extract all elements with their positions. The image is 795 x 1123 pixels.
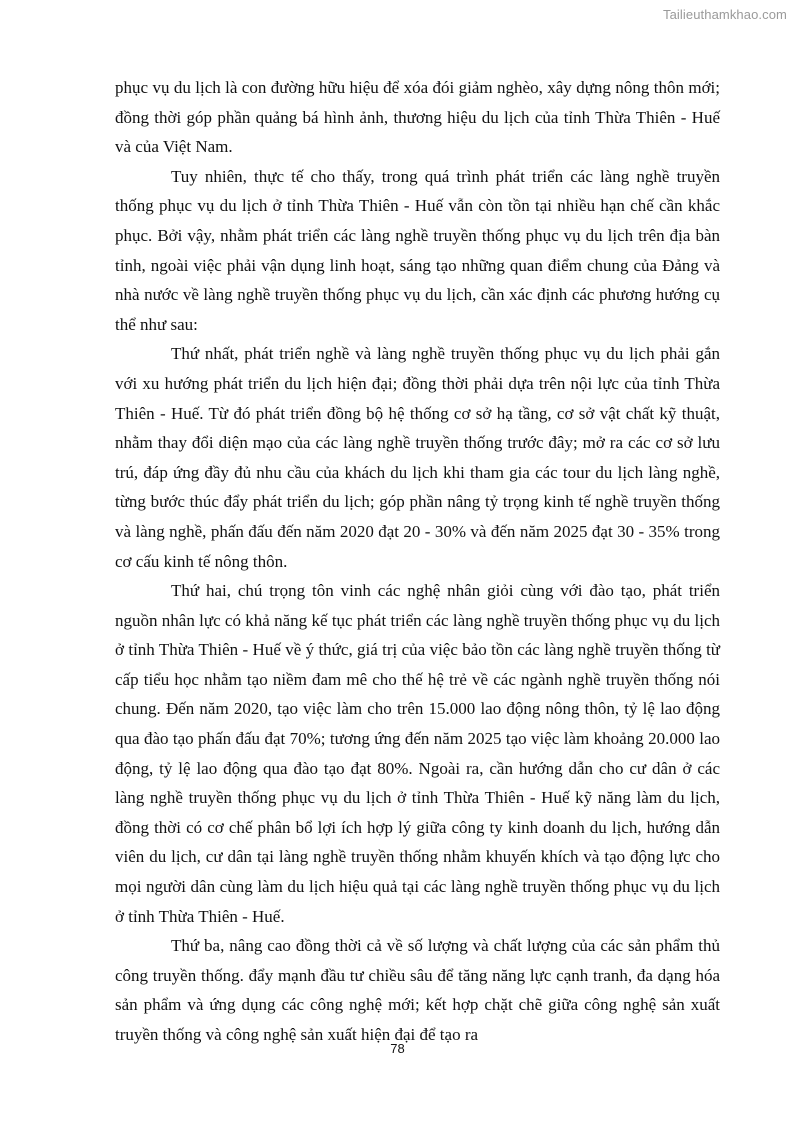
paragraph-third-direction: Thứ ba, nâng cao đồng thời cả về số lượng và chất lượng của các sản phẩm thủ công truyền thống. đẩy mạnh đầu tư chiều sâu để tăng năng lực cạnh tranh, đa dạng hóa sản phẩm và ứng dụng các công nghệ mới; kết hợp chặt chẽ giữa công nghệ sản xuất truyền thống và công nghệ sản xuất hiện đại để tạo ra [115,936,720,1044]
paragraph-first-direction: Thứ nhất, phát triển nghề và làng nghề truyền thống phục vụ du lịch phải gắn với xu hướng phát triển du lịch hiện đại; đồng thời phải dựa trên nội lực của tỉnh Thừa Thiên - Huế. Từ đó phát triển đồng bộ hệ thống cơ sở hạ tầng, cơ sở vật chất kỹ thuật, nhằm thay đổi diện mạo của các làng nghề truyền thống trước đây; mở ra các cơ sở lưu trú, đáp ứng đầy đủ nhu cầu của khách du lịch khi tham gia các tour du lịch làng nghề, từng bước thúc đẩy phát triển du lịch; góp phần nâng tỷ trọng kinh tế nghề truyền thống và làng nghề, phấn đấu đến năm 2020 đạt 20 - 30% và đến năm 2025 đạt 30 - 35% trong cơ cấu kinh tế nông thôn. [115,344,720,571]
watermark-text: Tailieuthamkhao.com [662,7,787,22]
page-number: 78 [390,1041,405,1056]
paragraph-continuation: phục vụ du lịch là con đường hữu hiệu để xóa đói giảm nghèo, xây dựng nông thôn mới; đồng thời góp phần quảng bá hình ảnh, thương hiệu du lịch của tỉnh Thừa Thiên - Huế và của Việt Nam. [115,78,720,157]
paragraph-second-direction: Thứ hai, chú trọng tôn vinh các nghệ nhân giỏi cùng với đào tạo, phát triển nguồn nhân lực có khả năng kế tục phát triển các làng nghề truyền thống phục vụ du lịch ở tỉnh Thừa Thiên - Huế về ý thức, giá trị của việc bảo tồn các làng nghề truyền thống từ cấp tiểu học nhằm tạo niềm đam mê cho thế hệ trẻ về các ngành nghề truyền thống nói chung. Đến năm 2020, tạo việc làm cho trên 15.000 lao động nông thôn, tỷ lệ lao động qua đào tạo phấn đấu đạt 70%; tương ứng đến năm 2025 tạo việc làm khoảng 20.000 lao động, tỷ lệ lao động qua đào tạo đạt 80%. Ngoài ra, cần hướng dẫn cho cư dân ở các làng nghề truyền thống phục vụ du lịch ở tỉnh Thừa Thiên - Huế kỹ năng làm du lịch, đồng thời có cơ chế phân bổ lợi ích hợp lý giữa công ty kinh doanh du lịch, hướng dẫn viên du lịch, cư dân tại làng nghề truyền thống nhằm khuyến khích và tạo động lực cho mọi người dân cùng làm du lịch hiệu quả tại các làng nghề truyền thống phục vụ du lịch ở tỉnh Thừa Thiên - Huế. [115,581,720,926]
paragraph-limitations: Tuy nhiên, thực tế cho thấy, trong quá trình phát triển các làng nghề truyền thống phục vụ du lịch ở tỉnh Thừa Thiên - Huế vẫn còn tồn tại nhiều hạn chế cần khắc phục. Bởi vậy, nhằm phát triển các làng nghề truyền thống phục vụ du lịch trên địa bàn tỉnh, ngoài việc phải vận dụng linh hoạt, sáng tạo những quan điểm chung của Đảng và nhà nước về làng nghề truyền thống phục vụ du lịch, cần xác định các phương hướng cụ thể như sau: [115,166,720,334]
document-body [115,73,720,1050]
